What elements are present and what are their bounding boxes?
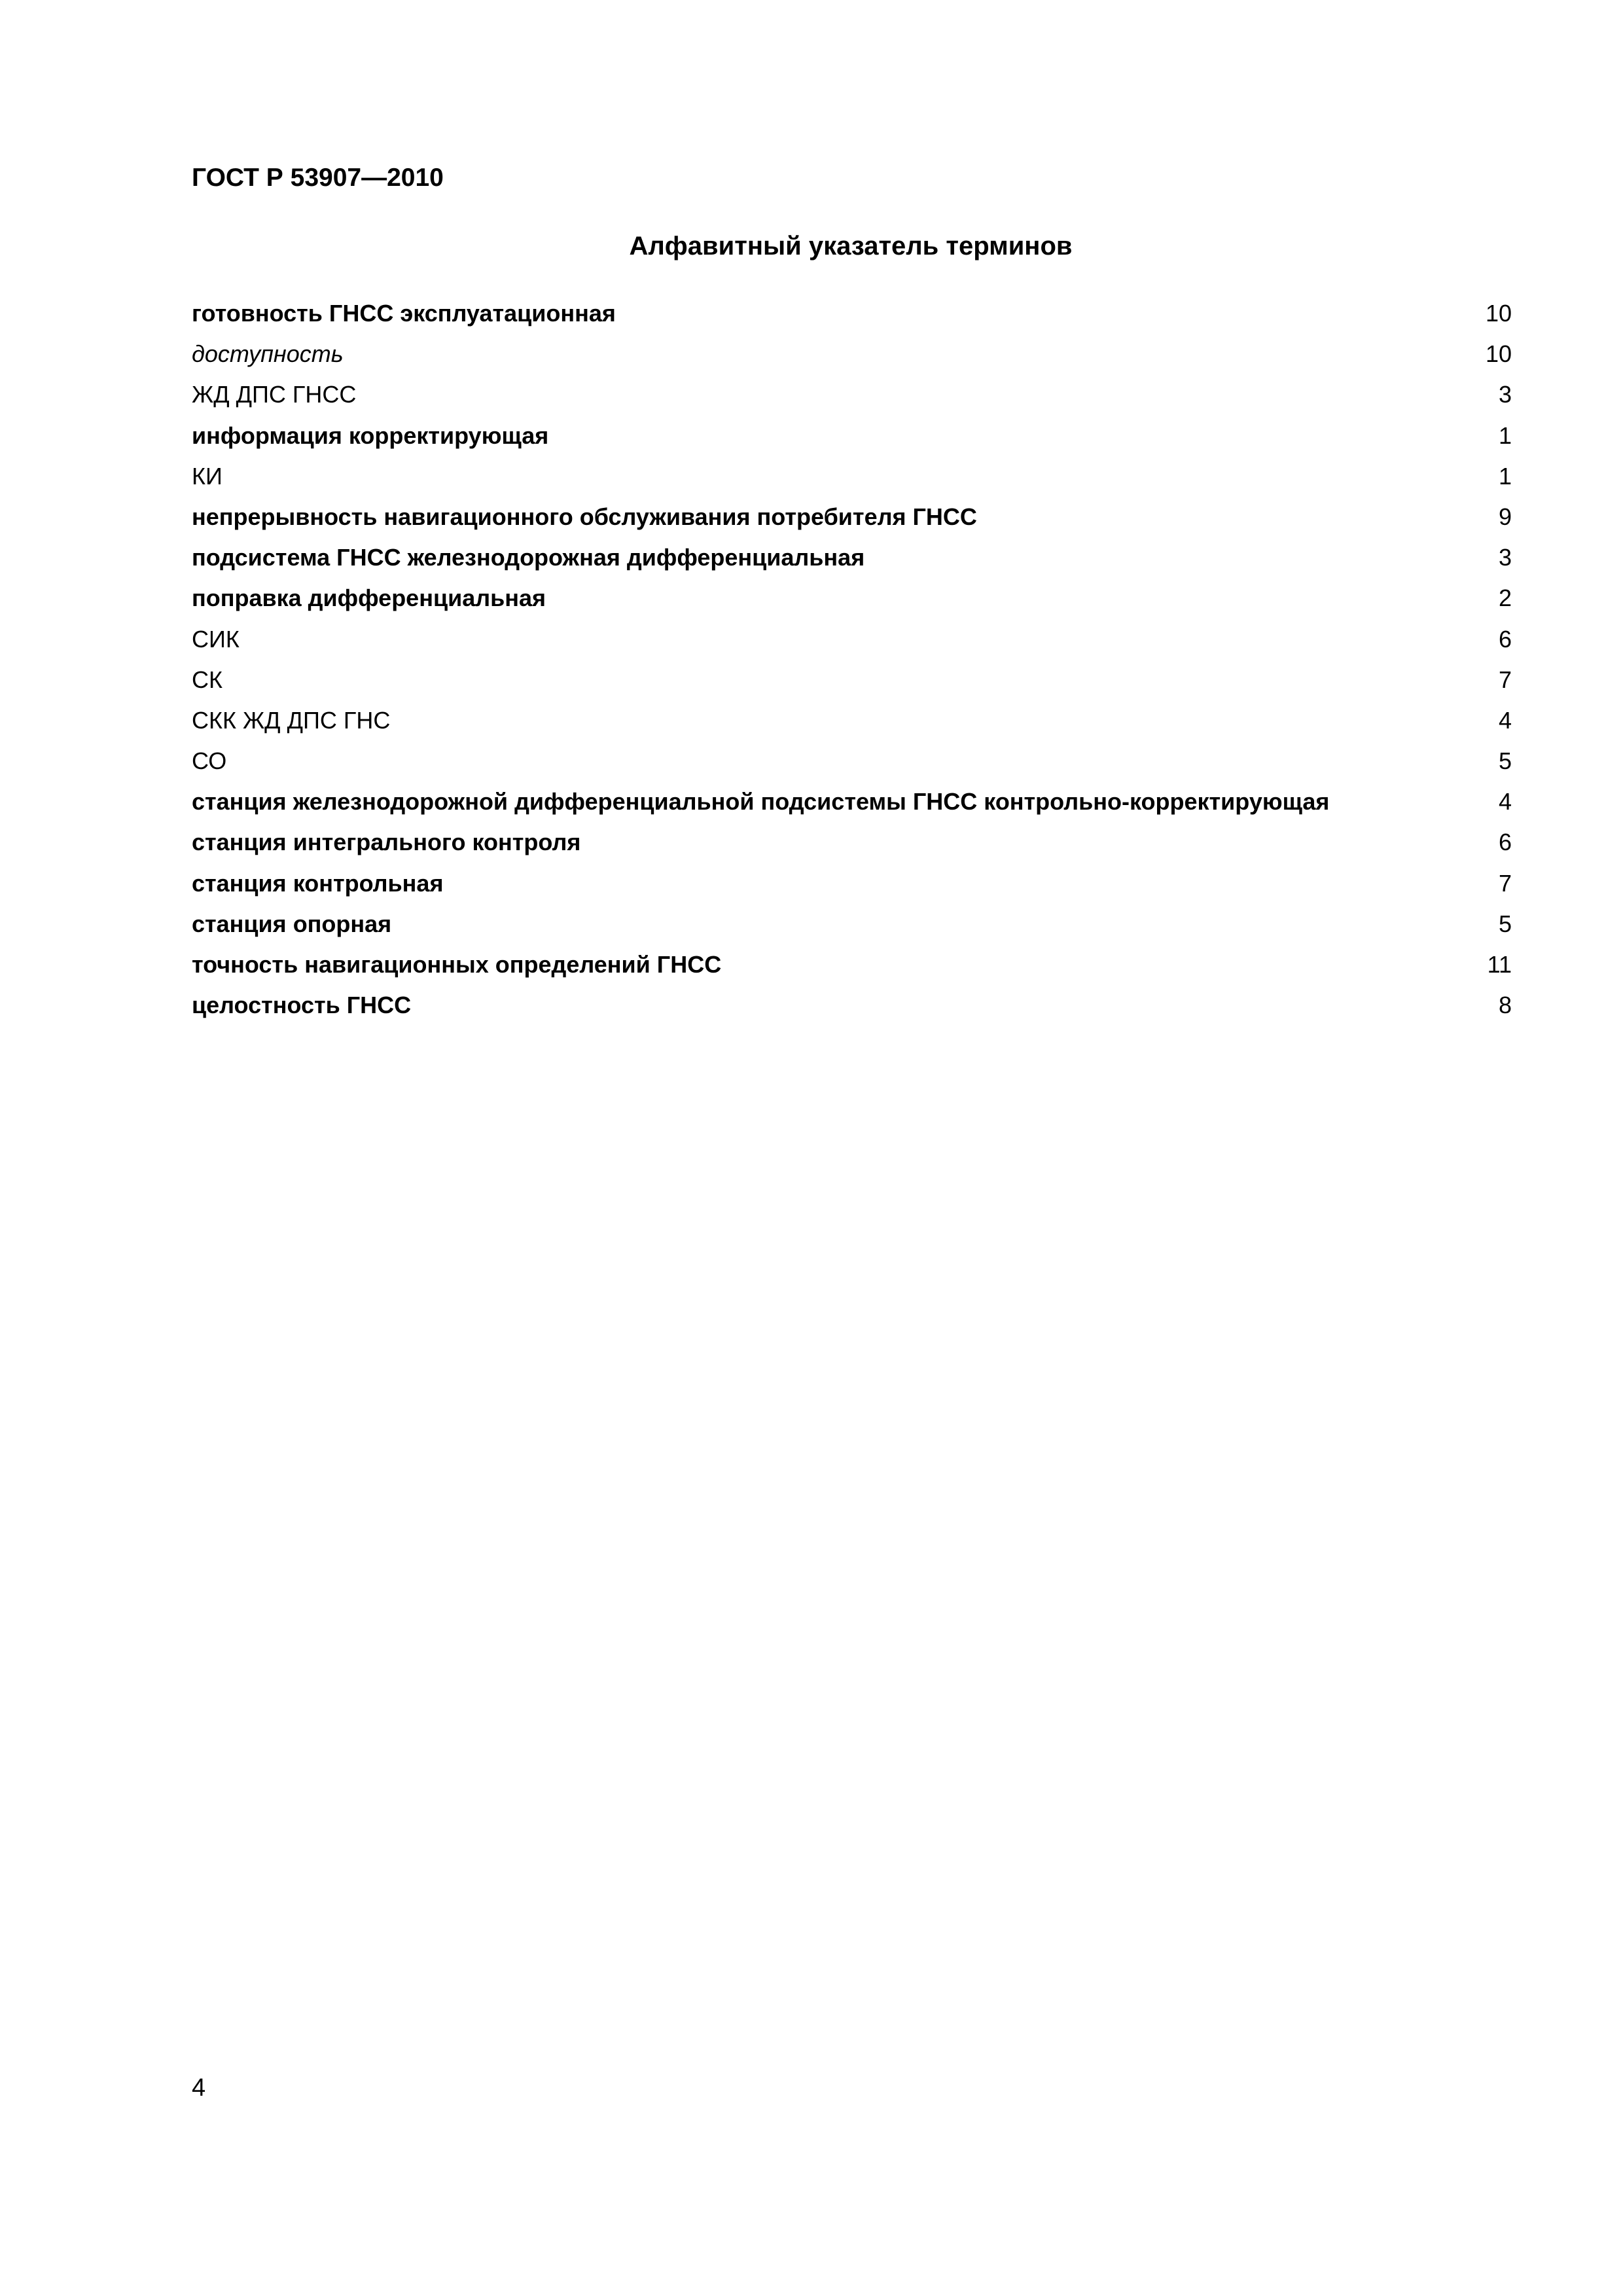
index-term: СО [192, 747, 227, 775]
index-entry [192, 904, 1512, 944]
index-term: доступность [192, 340, 344, 368]
index-page-ref: 7 [1498, 666, 1512, 693]
index-term: СК [192, 666, 223, 693]
index-entry [192, 374, 1512, 415]
index-term: готовность ГНСС эксплуатационная [192, 300, 616, 327]
index-page-ref: 1 [1498, 422, 1512, 449]
index-page-ref: 6 [1498, 625, 1512, 653]
index-term: точность навигационных определений ГНСС [192, 951, 722, 978]
index-page-ref: 4 [1498, 706, 1512, 734]
index-page-ref: 6 [1498, 829, 1512, 856]
index-term: ЖД ДПС ГНСС [192, 381, 357, 408]
index-entry [192, 619, 1512, 660]
index-term: непрерывность навигационного обслуживания потребителя ГНСС [192, 503, 977, 530]
index-entry [192, 578, 1512, 619]
index-page-ref: 11 [1487, 951, 1512, 978]
index-entry [192, 822, 1512, 863]
index-term: целостность ГНСС [192, 992, 412, 1019]
index-entry [192, 660, 1512, 700]
page-number: 4 [192, 2074, 206, 2102]
index-entry [192, 334, 1512, 374]
index-entry [192, 416, 1512, 456]
index-page-ref: 10 [1485, 340, 1512, 368]
index-term: СКК ЖД ДПС ГНС [192, 706, 391, 734]
index-term: станция интегрального контроля [192, 829, 581, 856]
index-page-ref: 5 [1498, 747, 1512, 775]
index-term: станция железнодорожной дифференциальной подсистемы ГНСС контрольно-корректирующая [192, 788, 1330, 816]
index-title: Алфавитный указатель терминов [629, 232, 1073, 260]
index-page-ref: 3 [1498, 544, 1512, 571]
index-term: станция опорная [192, 910, 392, 937]
index-page-ref: 7 [1498, 869, 1512, 897]
index-entry [192, 781, 1512, 822]
index-term: СИК [192, 625, 240, 653]
index-entry [192, 700, 1512, 741]
index-term: поправка дифференциальная [192, 584, 546, 612]
index-entry [192, 985, 1512, 1026]
index-term: подсистема ГНСС железнодорожная дифференциальная [192, 544, 865, 571]
index-page-ref: 3 [1498, 381, 1512, 408]
index-page-ref: 10 [1485, 300, 1512, 327]
index-term: КИ [192, 462, 223, 490]
index-page-ref: 1 [1498, 462, 1512, 490]
index-page-ref: 9 [1498, 503, 1512, 530]
index-entry [192, 293, 1512, 334]
index-entry [192, 456, 1512, 497]
term-index-list [192, 293, 1512, 1026]
index-entry [192, 741, 1512, 781]
index-entry [192, 944, 1512, 985]
index-entry [192, 863, 1512, 904]
index-term: станция контрольная [192, 869, 444, 897]
index-term: информация корректирующая [192, 422, 549, 449]
index-entry [192, 537, 1512, 578]
index-page-ref: 8 [1498, 992, 1512, 1019]
index-page-ref: 5 [1498, 910, 1512, 937]
index-page-ref: 4 [1498, 788, 1512, 816]
index-page-ref: 2 [1498, 584, 1512, 612]
index-entry [192, 497, 1512, 537]
document-code: ГОСТ Р 53907—2010 [192, 164, 444, 192]
